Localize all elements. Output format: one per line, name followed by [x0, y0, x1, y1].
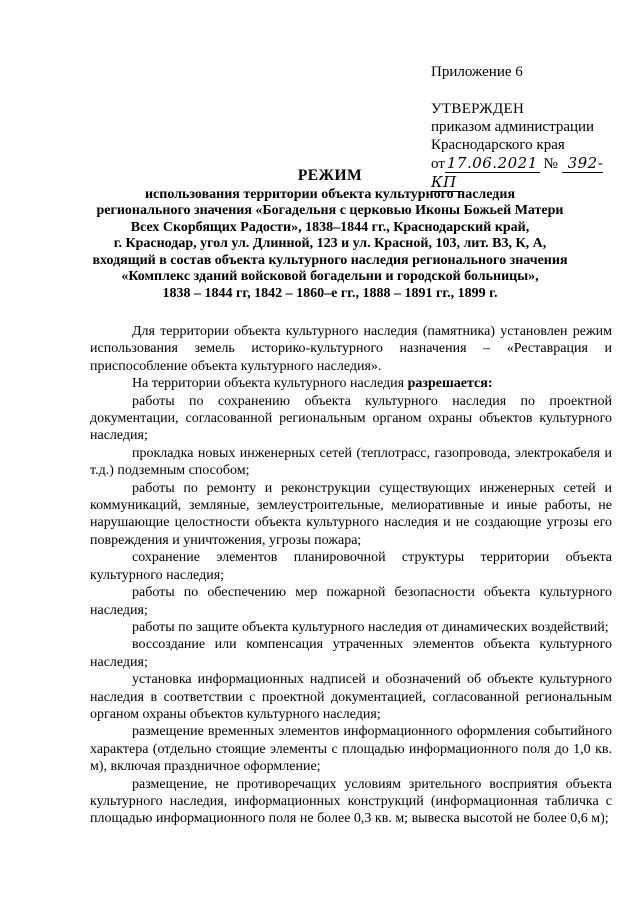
title-line: г. Краснодар, угол ул. Длинной, 123 и ул. Красной, 103, лит. В3, К, А,: [113, 236, 547, 251]
date-prefix: от: [431, 156, 445, 172]
title-line: входящий в состав объекта культурного наследия регионального значения: [92, 252, 568, 268]
paragraph-item: размещение, не противоречащих условиям зрительного восприятия объекта культурного наследия, информационных конструкций (информационная табличка с площадью информационного поля не более 0,3 кв. м; вывеска высотой не более 0,6 м);: [90, 776, 612, 827]
order-line-1: приказом администрации: [431, 119, 595, 135]
title-line: регионального значения «Богадельня с церковью Иконы Божьей Матери: [96, 203, 564, 218]
paragraph-item: работы по сохранению объекта культурного наследия по проектной документации, согласованной региональным органом охраны объектов культурного наследия;: [90, 393, 612, 444]
title-line: Всех Скорбящих Радости», 1838–1844 гг., Краснодарский край,: [130, 219, 530, 235]
paragraph-allowed-heading: [90, 375, 612, 392]
paragraph-intro: Для территории объекта культурного наследия (памятника) установлен режим использования земель историко-культурного назначения – «Реставрация и приспособление объекта культурного наследия».: [90, 324, 612, 374]
allowed-prefix: На территории объекта культурного наследия: [132, 376, 405, 392]
appendix-label: Приложение 6: [431, 64, 523, 80]
paragraph-item: работы по обеспечению мер пожарной безопасности объекта культурного наследия;: [90, 585, 612, 618]
paragraph-item: прокладка новых инженерных сетей (теплотрасс, газопровода, электрокабеля и т.д.) подземным способом;: [90, 445, 612, 479]
document-title: [60, 168, 600, 302]
title-line: «Комплекс зданий войсковой богадельни и городской больницы»,: [121, 269, 539, 284]
paragraph-item: работы по ремонту и реконструкции существующих инженерных сетей и коммуникаций, земляные, землеустроительные, мелиоративные и иные работы, не нарушающие целостности объекта культурного наследия и не создающие угрозы его повреждения и уничтожения, угрозы пожара;: [90, 480, 612, 548]
paragraph-item: воссоздание или компенсация утраченных элементов объекта культурного наследия;: [90, 637, 612, 670]
paragraph-item: сохранение элементов планировочной структуры территории объекта культурного наследия;: [90, 550, 612, 583]
number-prefix: №: [543, 156, 558, 172]
title-heading: РЕЖИМ: [297, 167, 363, 184]
document-body: [90, 323, 612, 828]
handwritten-date: 17.06.2021: [446, 154, 538, 172]
handwritten-number: 392-КП: [431, 154, 604, 191]
paragraph-item: размещение временных элементов информационного оформления событийного характера (отдельно стоящие элементы с площадью информационного поля до 1,0 кв. м), включая праздничное оформление;: [90, 724, 612, 775]
approved-heading: УТВЕРЖДЕН: [431, 101, 525, 117]
paragraph-item: работы по защите объекта культурного наследия от динамических воздействий;: [132, 619, 609, 635]
paragraph-item: установка информационных надписей и обозначений об объекте культурного наследия в соответствии с проектной документацией, согласованной региональным органом охраны объектов культурного наследия;: [90, 672, 612, 722]
allowed-keyword: разрешается:: [407, 376, 493, 392]
order-line-2: Краснодарского края: [431, 137, 565, 153]
title-line: использования территории объекта культурного наследия: [144, 186, 516, 202]
title-line: 1838 – 1844 гг, 1842 – 1860–е гг., 1888 – 1891 гг., 1899 г.: [162, 285, 498, 301]
